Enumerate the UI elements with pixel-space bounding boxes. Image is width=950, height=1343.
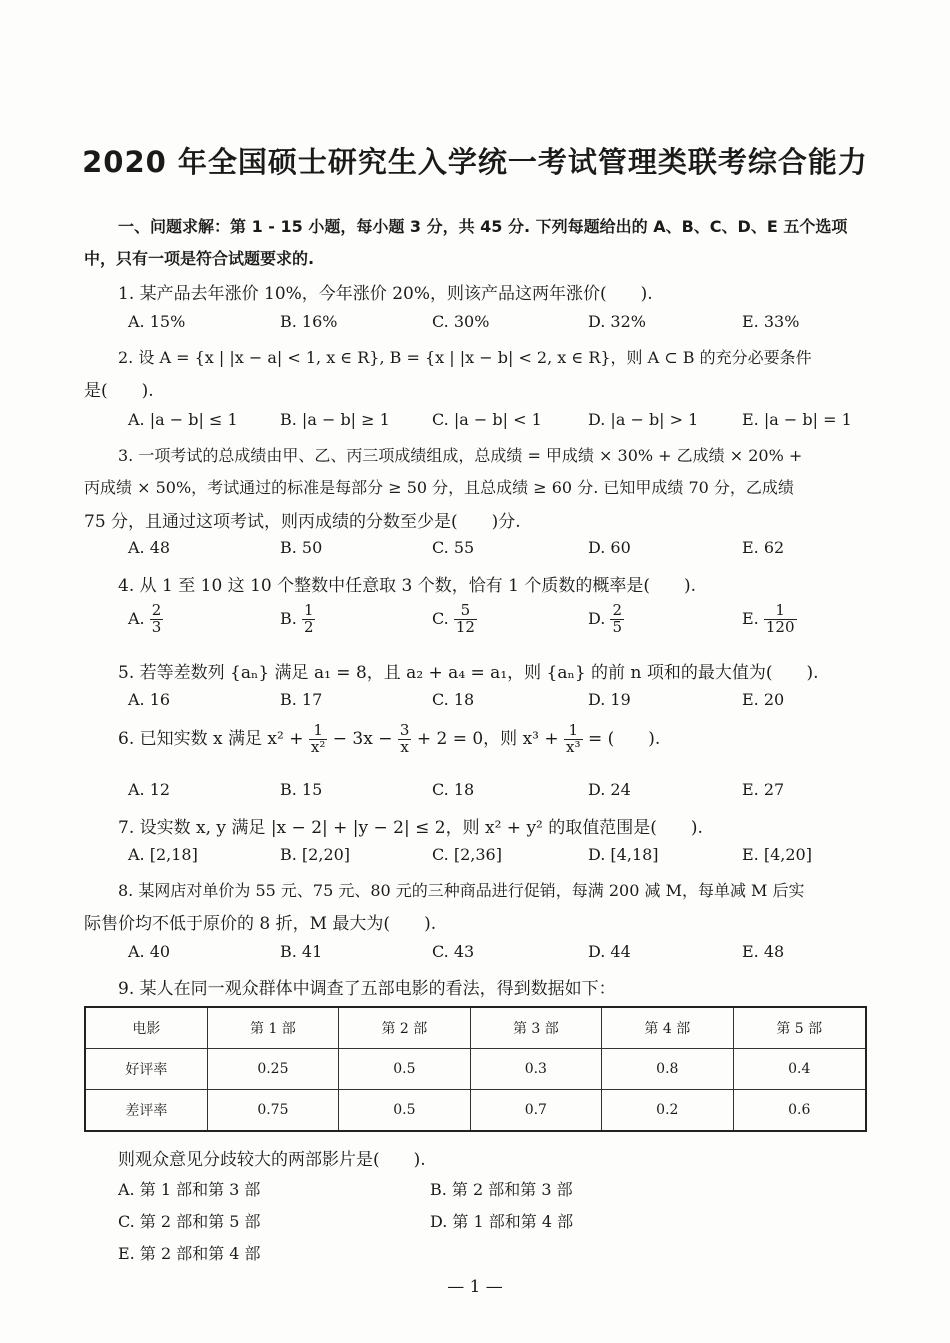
fraction [398, 723, 412, 756]
table-cell: 0.2 [602, 1090, 733, 1132]
stem-part: + 2 = 0，则 x³ + [416, 728, 559, 749]
table-header-cell: 第 2 部 [339, 1007, 470, 1049]
question-9-option-e: E. 第 2 部和第 4 部 [118, 1244, 261, 1263]
table-cell: 好评率 [85, 1049, 207, 1090]
question-2-option-e: E. |a − b| = 1 [742, 410, 852, 429]
table-header-cell: 第 5 部 [733, 1007, 866, 1049]
question-6-option-b: B. 15 [280, 780, 323, 799]
question-1-option-c: C. 30% [432, 312, 490, 331]
option-label: E. [742, 608, 759, 628]
numerator: 1 [564, 723, 582, 740]
question-4-option-a [128, 603, 163, 636]
table-cell: 0.7 [470, 1090, 601, 1132]
table-cell: 0.6 [733, 1090, 866, 1132]
question-9-option-b: B. 第 2 部和第 3 部 [430, 1180, 573, 1199]
question-1-option-e: E. 33% [742, 312, 800, 331]
question-3-option-d: D. 60 [588, 538, 631, 557]
table-cell: 差评率 [85, 1090, 207, 1132]
numerator: 3 [399, 721, 410, 739]
denominator: x² [310, 737, 326, 756]
table-header-cell: 第 4 部 [602, 1007, 733, 1049]
question-6-option-d: D. 24 [588, 780, 631, 799]
question-7-option-e: E. [4,20] [742, 845, 812, 864]
table-header-cell: 第 1 部 [207, 1007, 338, 1049]
question-1-option-a: A. 15% [128, 312, 186, 331]
question-6-option-e: E. 27 [742, 780, 785, 799]
fraction [610, 603, 624, 636]
question-3-option-a: A. 48 [128, 538, 171, 557]
question-2-stem-line-1: 2. 设 A = {x | |x − a| < 1, x ∈ R}, B = {x | |x − b| < 2, x ∈ R}，则 A ⊂ B 的充分必要条件 [118, 348, 812, 367]
option-label: C. [432, 608, 449, 628]
question-4-option-c [432, 603, 477, 636]
stem-part: − 3x − [332, 728, 393, 749]
page-title: 2020 年全国硕士研究生入学统一考试管理类联考综合能力 [82, 145, 868, 179]
denominator: 3 [151, 617, 162, 636]
table-row [85, 1049, 866, 1090]
table-cell: 0.25 [207, 1049, 338, 1090]
option-label: A. [128, 608, 145, 628]
denominator: 5 [612, 617, 622, 636]
question-4-option-e [742, 603, 797, 636]
question-9-option-d: D. 第 1 部和第 4 部 [430, 1212, 574, 1231]
question-4-option-b [280, 603, 315, 636]
numerator: 1 [764, 603, 797, 620]
fraction [454, 603, 477, 636]
question-5-option-b: B. 17 [280, 690, 323, 709]
question-8-option-a: A. 40 [128, 942, 171, 961]
denominator: 12 [455, 617, 475, 636]
question-7-option-d: D. [4,18] [588, 845, 659, 864]
question-8-option-e: E. 48 [742, 942, 785, 961]
fraction [564, 723, 582, 756]
table-cell: 0.4 [733, 1049, 866, 1090]
page-number: — 1 — [447, 1277, 503, 1297]
question-3-stem-line-3: 75 分，且通过这项考试，则丙成绩的分数至少是( )分. [84, 512, 521, 532]
fraction [302, 603, 316, 636]
question-2-option-c: C. |a − b| < 1 [432, 410, 542, 429]
numerator: 1 [303, 601, 314, 619]
question-8-stem-line-1: 8. 某网店对单价为 55 元、75 元、80 元的三种商品进行促销，每满 200 减 M，每单减 M 后实 [118, 881, 805, 900]
question-7-option-a: A. [2,18] [128, 845, 198, 864]
denominator: x³ [566, 737, 581, 756]
question-9-option-a: A. 第 1 部和第 3 部 [118, 1180, 261, 1199]
question-7-option-b: B. [2,20] [280, 845, 351, 864]
table-cell: 0.3 [470, 1049, 601, 1090]
numerator: 2 [151, 601, 162, 619]
question-1-option-b: B. 16% [280, 312, 338, 331]
question-2-option-d: D. |a − b| > 1 [588, 410, 699, 429]
question-2-stem-line-2: 是( ). [84, 381, 154, 401]
question-3-option-b: B. 50 [280, 538, 323, 557]
survey-table [84, 1006, 867, 1132]
fraction [150, 603, 164, 636]
table-cell: 0.5 [339, 1090, 470, 1132]
denominator: 120 [765, 617, 795, 636]
question-5-option-d: D. 19 [588, 690, 631, 709]
question-3-option-c: C. 55 [432, 538, 475, 557]
question-8-option-d: D. 44 [588, 942, 631, 961]
table-header-cell: 第 3 部 [470, 1007, 601, 1049]
question-1-option-d: D. 32% [588, 312, 646, 331]
denominator: x [400, 737, 409, 756]
table-header-cell: 电影 [85, 1007, 207, 1049]
fraction [764, 603, 797, 636]
question-4-option-d [588, 603, 624, 636]
question-9-stem: 9. 某人在同一观众群体中调查了五部电影的看法，得到数据如下： [118, 979, 616, 999]
question-1-stem: 1. 某产品去年涨价 10%，今年涨价 20%，则该产品这两年涨价( ). [118, 284, 653, 304]
question-3-stem-line-1: 3. 一项考试的总成绩由甲、乙、丙三项成绩组成，总成绩 = 甲成绩 × 30% + 乙成绩 × 20% + [118, 446, 803, 465]
question-4-stem: 4. 从 1 至 10 这 10 个整数中任意取 3 个数，恰有 1 个质数的概率是( ). [118, 576, 697, 596]
question-3-option-e: E. 62 [742, 538, 785, 557]
section-instructions-line-1: 一、问题求解：第 1 - 15 小题，每小题 3 分，共 45 分. 下列每题给出的 A、B、C、D、E 五个选项 [118, 217, 848, 236]
stem-part: = ( ). [587, 728, 661, 749]
table-cell: 0.75 [207, 1090, 338, 1132]
question-7-option-c: C. [2,36] [432, 845, 502, 864]
section-instructions-line-2: 中，只有一项是符合试题要求的. [84, 249, 315, 268]
question-5-option-e: E. 20 [742, 690, 785, 709]
question-3-stem-line-2: 丙成绩 × 50%，考试通过的标准是每部分 ≥ 50 分，且总成绩 ≥ 60 分. 已知甲成绩 70 分，乙成绩 [84, 478, 794, 497]
question-8-option-c: C. 43 [432, 942, 475, 961]
table-cell: 0.8 [602, 1049, 733, 1090]
numerator: 1 [309, 723, 327, 740]
numerator: 5 [454, 603, 477, 620]
question-5-stem: 5. 若等差数列 {aₙ} 满足 a₁ = 8，且 a₂ + a₄ = a₁，则 {aₙ} 的前 n 项和的最大值为( ). [118, 663, 819, 683]
question-6-option-a: A. 12 [128, 780, 171, 799]
question-5-option-a: A. 16 [128, 690, 171, 709]
question-6-option-c: C. 18 [432, 780, 475, 799]
question-8-option-b: B. 41 [280, 942, 323, 961]
option-label: B. [280, 608, 297, 628]
denominator: 2 [303, 617, 314, 636]
question-9-option-c: C. 第 2 部和第 5 部 [118, 1212, 261, 1231]
option-label: D. [588, 608, 606, 628]
fraction [309, 723, 327, 756]
question-5-option-c: C. 18 [432, 690, 475, 709]
question-8-stem-line-2: 际售价均不低于原价的 8 折，M 最大为( ). [84, 914, 437, 934]
question-2-option-b: B. |a − b| ≥ 1 [280, 410, 390, 429]
question-2-option-a: A. |a − b| ≤ 1 [128, 410, 238, 429]
question-9-question: 则观众意见分歧较大的两部影片是( ). [118, 1150, 426, 1170]
numerator: 2 [612, 601, 622, 619]
table-cell: 0.5 [339, 1049, 470, 1090]
table-row [85, 1090, 866, 1132]
table-header-row [85, 1007, 866, 1049]
question-7-stem: 7. 设实数 x, y 满足 |x − 2| + |y − 2| ≤ 2，则 x² + y² 的取值范围是( ). [118, 818, 703, 838]
question-6-stem [118, 723, 660, 756]
stem-part: 6. 已知实数 x 满足 x² + [118, 728, 304, 749]
